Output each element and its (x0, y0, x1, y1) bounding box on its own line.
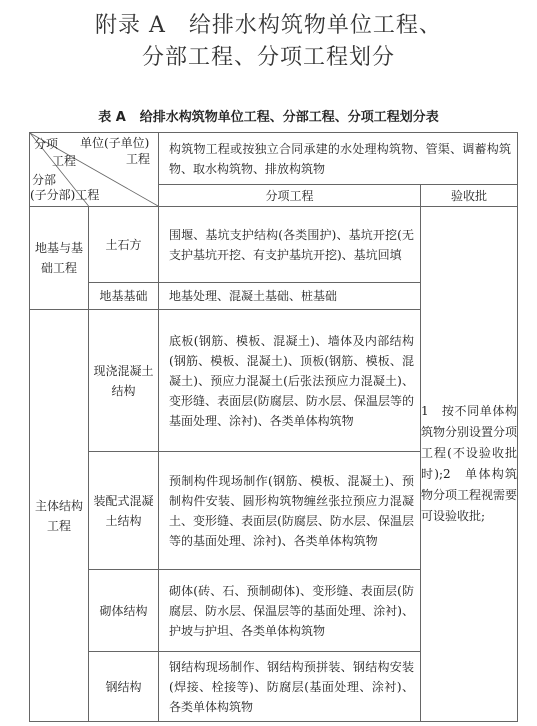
items-cast-in-place: 底板(钢筋、模板、混凝土)、墙体及内部结构(钢筋、模板、混凝土)、顶板(钢筋、模板、混凝土)、预应力混凝土(后张法预应力混凝土)、变形缝、表面层(防腐层、防水层、保温层等的基面处理、涂衬)、各类单体构筑物 (159, 310, 421, 452)
header-danwei-gongcheng: 工程 (126, 152, 151, 166)
sub-steel: 钢结构 (89, 652, 159, 722)
acceptance-batch-note: 1 按不同单体构筑物分别设置分项工程(不设验收批时);2 单体构筑物分项工程视需要可设验收批; (421, 207, 518, 722)
header-fenxiang: 分项 (34, 137, 59, 151)
items-earthwork: 围堰、基坑支护结构(各类围护)、基坑开挖(无支护基坑开挖、有支护基坑开挖)、基坑回填 (159, 207, 421, 283)
items-foundation-base: 地基处理、混凝土基础、桩基础 (159, 283, 421, 310)
group-main-structure: 主体结构工程 (30, 310, 89, 722)
items-steel: 钢结构现场制作、钢结构预拼装、钢结构安装(焊接、栓接等)、防腐层(基面处理、涂衬)、各类单体构筑物 (159, 652, 421, 722)
items-masonry: 砌体(砖、石、预制砌体)、变形缝、表面层(防腐层、防水层、保温层等的基面处理、涂衬)、护坡与护坦、各类单体构筑物 (159, 570, 421, 652)
column-header-item: 分项工程 (159, 185, 421, 207)
table-caption (0, 106, 537, 125)
header-fenbu: 分部 (32, 173, 57, 187)
sub-cast-in-place: 现浇混凝土结构 (89, 310, 159, 452)
group-foundation: 地基与基础工程 (30, 207, 89, 310)
items-precast: 预制构件现场制作(钢筋、模板、混凝土)、预制构件安装、圆形构筑物缠丝张拉预应力混凝土、变形缝、表面层(防腐层、防水层、保温层等的基面处理、涂衬)、各类单体构筑物 (159, 452, 421, 570)
sub-earthwork: 土石方 (89, 207, 159, 283)
appendix-title-line2: 分部工程、分项工程划分 (141, 45, 395, 70)
header-zifenbu: (子分部)工程 (30, 188, 100, 202)
diagonal-header-cell (30, 133, 159, 207)
division-table (29, 132, 518, 722)
table-caption-text: 给排水构筑物单位工程、分部工程、分项工程划分表 (139, 110, 439, 125)
header-fenxiang-gongcheng: 工程 (52, 154, 77, 168)
sub-masonry: 砌体结构 (89, 570, 159, 652)
unit-description-cell: 构筑物工程或按独立合同承建的水处理构筑物、管渠、调蓄构筑物、取水构筑物、排放构筑物 (159, 133, 518, 185)
header-danwei: 单位(子单位) (80, 136, 150, 150)
table-caption-label: 表 A (98, 110, 126, 125)
column-header-batch: 验收批 (421, 185, 518, 207)
sub-foundation-base: 地基基础 (89, 283, 159, 310)
appendix-title-line1: 附录 A 给排水构筑物单位工程、 (95, 13, 442, 38)
sub-precast: 装配式混凝土结构 (89, 452, 159, 570)
